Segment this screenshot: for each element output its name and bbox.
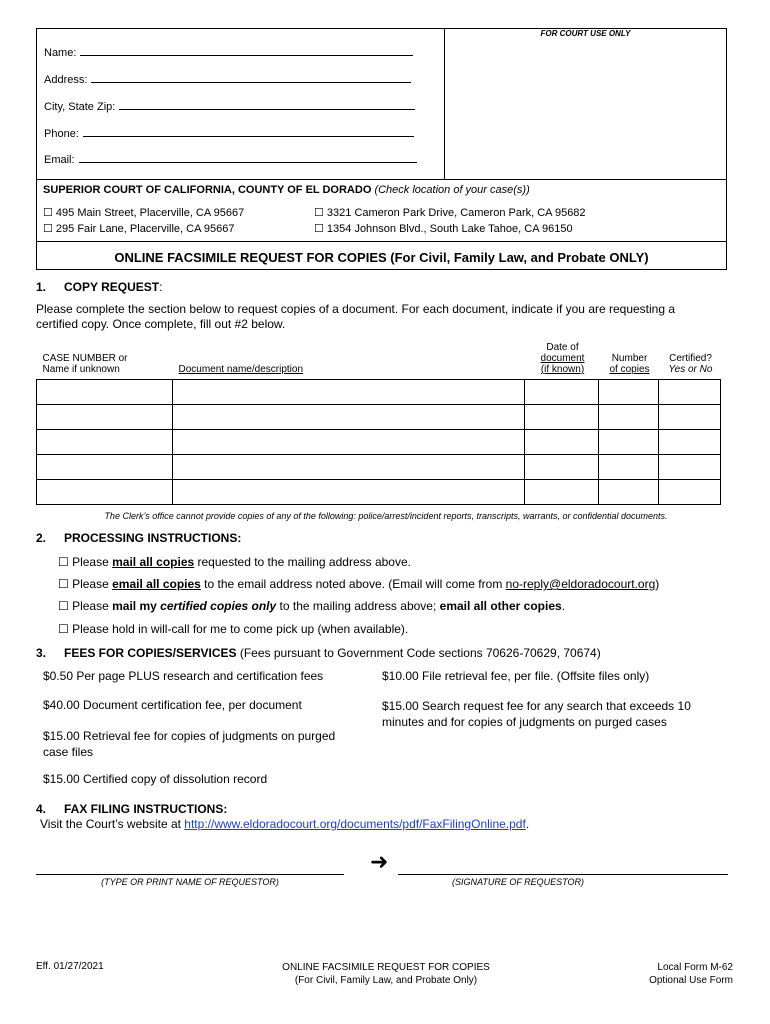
location-checkbox[interactable]: ☐ 1354 Johnson Blvd., South Lake Tahoe, CA 96150 (314, 223, 573, 235)
copy-request-table (36, 335, 721, 505)
section-number: 4. (36, 802, 47, 816)
table-cell[interactable] (659, 380, 721, 405)
table-cell[interactable] (525, 405, 599, 430)
court-location-hint: (Check location of your case(s)) (374, 184, 530, 196)
court-name: SUPERIOR COURT OF CALIFORNIA, COUNTY OF EL DORADO (43, 184, 372, 196)
phone-label: Phone: (44, 128, 79, 140)
section-number: 1. (36, 280, 47, 294)
location-checkbox[interactable]: ☐ 295 Fair Lane, Placerville, CA 95667 (43, 223, 235, 235)
section-title: FEES FOR COPIES/SERVICES (Fees pursuant to Government Code sections 70626-70629, 70674) (64, 646, 601, 660)
fax-filing-link[interactable]: http://www.eldoradocourt.org/documents/pdf/FaxFilingOnline.pdf (184, 817, 526, 831)
signature-line[interactable] (398, 874, 728, 875)
section-title: FAX FILING INSTRUCTIONS: (64, 802, 228, 816)
city-label: City, State Zip: (44, 101, 116, 113)
city-field[interactable] (44, 100, 415, 113)
table-cell[interactable] (525, 380, 599, 405)
table-cell[interactable] (173, 405, 525, 430)
fee-item: $0.50 Per page PLUS research and certification fees (43, 669, 324, 683)
fax-filing-text: Visit the Court’s website at http://www.eldoradocourt.org/documents/pdf/FaxFilingOnline.pdf. (40, 817, 530, 831)
section-number: 2. (36, 531, 47, 545)
col-certified: Certified? Yes or No (668, 353, 713, 375)
table-cell[interactable] (37, 380, 173, 405)
table-cell[interactable] (37, 430, 173, 455)
table-cell[interactable] (599, 380, 659, 405)
mail-all-checkbox[interactable]: ☐ Please mail all copies requested to the mailing address above. (58, 555, 411, 569)
disclaimer-text: The Clerk’s office cannot provide copies of any of the following: police/arrest/incident reports, transcripts, warrants, or confidential documents. (104, 511, 668, 521)
table-row (37, 380, 721, 405)
table-cell[interactable] (659, 455, 721, 480)
section-text: Please complete the section below to request copies of a document. For each document, indicate if you are requesting a (36, 302, 676, 316)
address-line[interactable] (91, 73, 411, 83)
mail-certified-checkbox[interactable]: ☐ Please mail my certified copies only to the mailing address above; email all other copies. (58, 599, 566, 613)
col-number: Number of copies (609, 353, 650, 375)
header-divider (36, 179, 727, 180)
address-label: Address: (44, 74, 88, 86)
table-cell[interactable] (599, 480, 659, 505)
table-cell[interactable] (37, 455, 173, 480)
phone-line[interactable] (83, 127, 414, 137)
table-cell[interactable] (37, 480, 173, 505)
table-cell[interactable] (173, 480, 525, 505)
table-cell[interactable] (525, 455, 599, 480)
footer-title: ONLINE FACSIMILE REQUEST FOR COPIES (For Civil, Family Law, and Probate Only) (282, 962, 490, 986)
table-cell[interactable] (173, 380, 525, 405)
table-cell[interactable] (525, 480, 599, 505)
phone-field[interactable] (44, 127, 414, 140)
court-title (43, 184, 530, 196)
table-cell[interactable] (599, 455, 659, 480)
table-cell[interactable] (599, 405, 659, 430)
table-cell[interactable] (659, 405, 721, 430)
section-title: COPY REQUEST: (64, 280, 163, 294)
court-use-only-label: FOR COURT USE ONLY (540, 29, 631, 38)
table-row (37, 455, 721, 480)
table-cell[interactable] (525, 430, 599, 455)
name-caption: (TYPE OR PRINT NAME OF REQUESTOR) (101, 877, 279, 887)
name-field[interactable] (44, 46, 413, 59)
email-line[interactable] (79, 153, 417, 163)
section-text: certified copy. Once complete, fill out #2 below. (36, 317, 286, 331)
table-row (37, 405, 721, 430)
section-number: 3. (36, 646, 47, 660)
fee-item: $15.00 Search request fee for any search that exceeds 10 minutes and for copies of judgments on purged cases (382, 699, 691, 729)
table-header-row (37, 335, 721, 380)
table-cell[interactable] (173, 430, 525, 455)
address-field[interactable] (44, 73, 411, 86)
fee-item: $15.00 Retrieval fee for copies of judgments on purged case files (43, 729, 336, 759)
email-all-checkbox[interactable]: ☐ Please email all copies to the email address noted above. (Email will come from no-reply@eldoradocourt.org) (58, 577, 660, 591)
fee-item: $15.00 Certified copy of dissolution record (43, 772, 268, 786)
email-field[interactable] (44, 153, 417, 166)
table-cell[interactable] (599, 430, 659, 455)
table-row (37, 480, 721, 505)
name-label: Name: (44, 47, 77, 59)
section-title: PROCESSING INSTRUCTIONS: (64, 531, 242, 545)
form-number: Local Form M-62 Optional Use Form (649, 962, 733, 986)
form-title: ONLINE FACSIMILE REQUEST FOR COPIES (For Civil, Family Law, and Probate ONLY) (114, 250, 649, 265)
location-checkbox[interactable]: ☐ 3321 Cameron Park Drive, Cameron Park, CA 95682 (314, 207, 586, 219)
arrow-right-icon: ➜ (370, 849, 389, 874)
table-cell[interactable] (37, 405, 173, 430)
location-checkbox[interactable]: ☐ 495 Main Street, Placerville, CA 95667 (43, 207, 245, 219)
col-case-number: CASE NUMBER or Name if unknown (42, 353, 128, 375)
name-line[interactable] (80, 46, 413, 56)
col-document: Document name/description (178, 364, 304, 375)
header-divider (444, 28, 445, 180)
table-cell[interactable] (173, 455, 525, 480)
table-row (37, 430, 721, 455)
fee-item: $40.00 Document certification fee, per document (43, 698, 302, 712)
name-signature-line[interactable] (36, 874, 344, 875)
fee-item: $10.00 File retrieval fee, per file. (Offsite files only) (382, 669, 650, 683)
table-cell[interactable] (659, 430, 721, 455)
col-date: Date of document (if known) (540, 342, 585, 375)
will-call-checkbox[interactable]: ☐ Please hold in will-call for me to come pick up (when available). (58, 622, 409, 636)
effective-date: Eff. 01/27/2021 (36, 961, 104, 972)
city-line[interactable] (119, 100, 415, 110)
table-cell[interactable] (659, 480, 721, 505)
email-label: Email: (44, 154, 75, 166)
signature-caption: (SIGNATURE OF REQUESTOR) (451, 877, 584, 887)
